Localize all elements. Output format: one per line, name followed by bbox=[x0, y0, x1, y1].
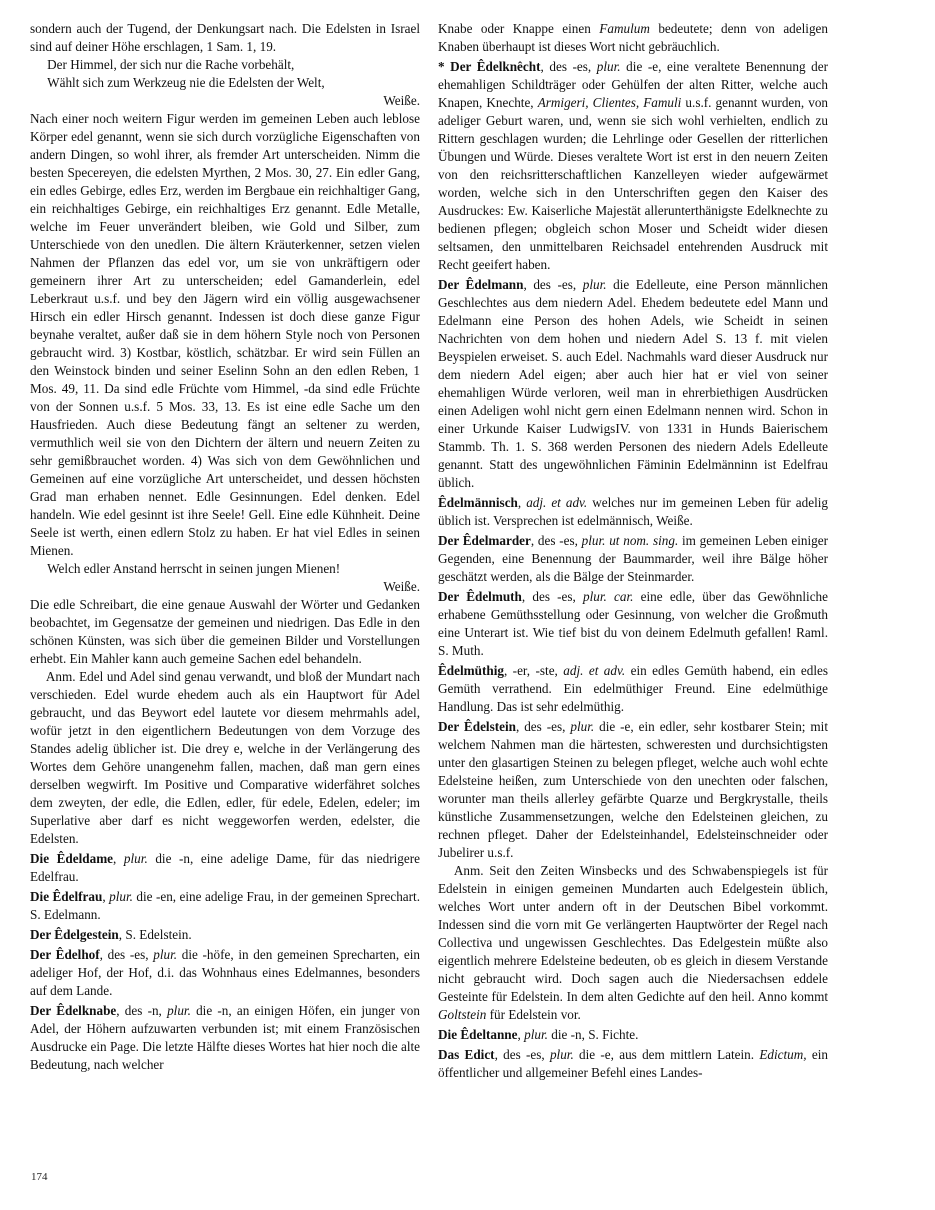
entry-text: eine edle, über das Gewöhnliche erhabene Gemüthsstellung oder Gesinnung, von welcher die Großmuth eine Unterart ist. Wie tief bist du von deinem Edelmuth gefallen! Raml. S. Muth. bbox=[438, 589, 828, 658]
latin-term: Famulum bbox=[599, 21, 650, 36]
entry-edeltanne: Die Êdeltanne, plur. die -n, S. Fichte. bbox=[438, 1027, 639, 1042]
headword: Die Êdelfrau bbox=[30, 889, 103, 904]
entry-text: die -e, ein edler, sehr kostbarer Stein; mit welchem Nahmen man die härtesten, schweresten und durchsichtigsten unter den glasartigen Steinen zu belegen pfleget, welche auch wohl echte Edelsteine heißen, zum Unterschiede von den unechten oder falschen, worunter man theils allerley gefärbte Quarze und Bergkrystalle, theils künstliche Zusammensetzungen, welche den Edelsteinen gleichen, zu rechnen pfleget. Daher der Edelsteinhandel, Edelsteinschneider oder Jubelirer u.s.f. bbox=[438, 719, 828, 860]
latin-term: Armigeri, Clientes, Famuli bbox=[537, 95, 682, 110]
entry-text: die -e, aus dem mittlern Latein. bbox=[573, 1047, 760, 1062]
headword: Der Êdelmuth bbox=[438, 589, 522, 604]
grammar-note: adj. et adv. bbox=[526, 495, 588, 510]
headword: Die Êdeldame bbox=[30, 851, 114, 866]
headword: Der Êdelmann bbox=[438, 277, 524, 292]
entry-edelknecht bbox=[438, 58, 828, 274]
entry-text: die Edelleute, eine Person männlichen Geschlechtes aus dem niedern Adel. Ehedem bedeutete edel Mann und Edelmann eine Person des hohen Adels, wie Scheidt in seinen Nachrichten von dem hohen und niedern Adel S. 13 f. mit vielen Beyspielen erweiset. S. auch Edel. Nachmahls ward dieser Ausdruck nur dem niedern Adel eigen; aber auch hier hat er viel von seiner ehemahligen Würde verloren, weil man in ehrerbiethigen Ausdrücken einen Adeligen wohl nicht gern einen Edelmann nennen wird. Schon in einer Urkunde Kaiser LudwigsIV. von 1331 in Hunds Baierischem Stammb. Th. 1. S. 368 werden Personen des niedern Adels Edelleute genannt. Statt des ungewöhnlichen Fäminin Edelmänninn ist Edelfrau üblich. bbox=[438, 277, 828, 490]
entry-genitive: , des -es, bbox=[521, 589, 584, 604]
headword: Die Êdeltanne bbox=[438, 1027, 518, 1042]
entry-text: u.s.f. genannt wurden, von adeliger Geburt waren, und, wenn sie sich wohl verhielten, endlich zu Rittern geschlagen wurden; die Lehrlinge oder Gesellen der ritterlichen Übungen und Würde. Dieses veraltete Wort ist erst in den neuern Zeiten von den reichsritterschaftlichen Kanzelleyen wieder aufgewärmet worden, welche sich in den Unterschriften gegen den Kaiser des Ausdruckes: Ew. Kaiserliche Majestät allerunterthänigste Edelknechte zu bedienen pflegen; obgleich schon Moser und Scheidt wider diesen seltsamen, den unmittelbaren Reichsadel entehrenden Ausdruck mit Recht geeifert haben. bbox=[438, 95, 829, 272]
paragraph-figur: Nach einer noch weitern Figur werden im gemeinen Leben auch leblose Körper edel genannt, wenn sie sich durch vorzügliche Eigenschaften von andern Dingen, so wohl ihrer, als fremder Art unterscheiden. Nimm die besten Specereyen, die edelsten Myrthen, 2 Mos. 30, 27. Ein edler Gang, ein edles Gebirge, edles Erz, werden im Bergbaue ein reichhaltiger Gang, ein reichhaltiges Gebirge, ein reichhaltiges Erz genannt. Edle Metalle, welche im Feuer unverändert bleiben, wie Gold und Silber, zum Unterschiede von den unedlen. Die ältern Kräuterkenner, setzen vielen Nahmen der Pflanzen das edel vor, um sie von unkräftigern oder gemeinern ihrer Art zu unterscheiden; edel Gamanderlein, edel Leberkraut u.s.f. und bey den Jägern wird ein völlig ausgewachsener Hirsch ein edler Hirsch genannt. Indessen ist doch diese ganze Figur beynahe veraltet, außer daß sie in dem höhern Style noch von Personen gebraucht wird. 3) Kostbar, köstlich, schätzbar. Er wird sein Füllen an den Weinstock binden und seiner Eselinn Sohn an den edlen Reben, 1 Mos. 49, 11. Da sind edle Früchte vom Himmel, -da sind edle Früchte von der Sonnen u.s.f. 5 Mos. 33, 13. Es ist eine edle Sache um den Hausfrieden. Auch diese Bedeutung fängt an seltener zu werden, vermuthlich weil sie von den Dichtern der ältern und neuern Zeiten zu sehr gemißbrauchet worden. 4) Was sich von dem Gewöhnlichen und Gemeinen auf eine vorzügliche Art unterscheidet, und dessen höchsten Grad man erhaben nennet. Edle Gesinnungen. Edel denken. Edel handeln. Wie edel gesinnt ist ihre Seele! Gell. Eine edle Kühnheit. Deine Seele ist werth, einen edlern Stolz zu haben. Er hat viel Edles in seinen Mienen. bbox=[30, 111, 420, 558]
headword: Êdelmüthig bbox=[438, 663, 504, 678]
entry-text: , S. Edelstein. bbox=[118, 927, 192, 942]
headword: Der Êdelmarder bbox=[438, 533, 531, 548]
verse-line: Welch edler Anstand herrscht in seinen jungen Mienen! bbox=[47, 561, 341, 576]
grammar-note: adj. et adv. bbox=[563, 663, 626, 678]
attribution: Weiße. bbox=[383, 93, 420, 108]
entry-text: für Edelstein vor. bbox=[486, 1007, 581, 1022]
entry-genitive: , des -es, bbox=[530, 533, 582, 548]
entry-genitive: , des -es, bbox=[494, 1047, 550, 1062]
grammar-note: plur. car. bbox=[583, 589, 634, 604]
entry-edelmuth bbox=[438, 588, 828, 660]
grammar-note: plur. bbox=[524, 1027, 548, 1042]
verse-line: Der Himmel, der sich nur die Rache vorbehält, bbox=[47, 57, 295, 72]
entry-text: ein öffentlicher und allgemeiner Befehl eines Landes- bbox=[438, 1047, 828, 1080]
entry-edelmuethig bbox=[438, 662, 828, 716]
entry-edeldame: Die Êdeldame, plur. die -n, eine adelige Dame, für das niedrigere Edelfrau. bbox=[30, 851, 420, 884]
entry-edelmarder bbox=[438, 532, 828, 586]
entry-genitive: , -er, -ste, bbox=[503, 663, 564, 678]
entry-edelstein bbox=[438, 718, 828, 862]
headword: Êdelmännisch bbox=[438, 495, 518, 510]
entry-genitive: , des -es, bbox=[540, 59, 597, 74]
left-column bbox=[30, 20, 420, 1074]
grammar-note: plur. bbox=[153, 947, 178, 962]
note-paragraph: Anm. Edel und Adel sind genau verwandt, und bloß der Mundart nach verschieden. Edel wurde ehedem auch als ein Hauptwort für Adel gebraucht, und das Beywort edel lautete vor diesem mehrmahls adel, wofür jetzt in den eigentlichern Bedeutungen von dem Vorzuge des Standes adelig üblicher ist. Die drey e, welche in der Verlängerung des Wortes dem Gehöre unangenehm fallen, machen, daß man gern eines derselben wegwirft. Im Positive und Comparative widerfähret solches dem zweyten, der edle, die Edlen, edler, für edele, Edelen, edeler; im Superlative aber darf es nicht weggeworfen werden, edelster, die Edelsten. bbox=[30, 669, 420, 846]
paragraph-tugend: sondern auch der Tugend, der Denkungsart nach. Die Edelsten in Israel sind auf deiner Höhe erschlagen, 1 Sam. 1, 19. bbox=[30, 21, 420, 54]
entry-text: Anm. Seit den Zeiten Winsbecks und des Schwabenspiegels ist für Edelstein in einigen gemeinen Mundarten auch Edelgestein üblich, welches Wort unter andern oft in der Deutschen Bibel vorkommt. Indessen sind die vorn mit Ge verlängerten Hauptwörter der Regel nach Collectiva und ungewissen Geschlechtes. Das Edelgestein müßte also eigentlich mehrere Edelsteine bedeuten, ob es gleich in diesem Verstande nicht gebraucht wird. Doch sagen auch die Niedersachsen eddele Gesteinte für Edelstein. In dem alten Gedichte auf den heil. Anno kommt bbox=[438, 863, 828, 1004]
entry-edelgestein bbox=[30, 926, 420, 944]
entry-text: die -e, eine veraltete Benennung der ehemahligen Schildträger oder Gehülfen der alten Ritter, welche auch Knapen, Knechte, bbox=[438, 59, 828, 110]
entry-genitive: , des -es, bbox=[523, 277, 583, 292]
entry-genitive: , des -n, bbox=[116, 1003, 168, 1018]
attribution: Weiße. bbox=[383, 579, 420, 594]
grammar-note: plur. bbox=[549, 1047, 574, 1062]
old-term: Goltstein bbox=[438, 1007, 487, 1022]
page-number: 174 bbox=[31, 1171, 48, 1183]
right-column bbox=[438, 20, 828, 1082]
grammar-note: plur. ut nom. sing. bbox=[581, 533, 679, 548]
entry-text: ein edles Gemüth habend, ein edles Gemüth verrathend. Ein edelmüthiger Freund. Eine edelmüthige Handlung. Das ist sehr edelmüthig. bbox=[438, 663, 829, 714]
entry-text: die -en, eine adelige Frau, in der gemeinen Sprechart. S. Edelmann. bbox=[30, 889, 420, 922]
entry-edelmann bbox=[438, 276, 828, 492]
latin-term: Edictum, bbox=[759, 1047, 807, 1062]
grammar-note: plur. bbox=[570, 719, 595, 734]
entry-edelhof bbox=[30, 946, 420, 1000]
headword: Der Êdelstein bbox=[438, 719, 516, 734]
grammar-note: plur. bbox=[582, 277, 607, 292]
note-paragraph bbox=[438, 862, 828, 1024]
entry-genitive: , des -es, bbox=[515, 719, 571, 734]
entry-text: die -höfe, in den gemeinen Sprecharten, ein adeliger Hof, der Hof, d.i. das Wohnhaus eines Edelmannes, besonders auf dem Lande. bbox=[30, 947, 420, 998]
continued-entry-edelknabe bbox=[438, 20, 828, 56]
entry-text: bedeutete; denn von adeligen Knaben überhaupt ist dieses Wort nicht gebräuchlich. bbox=[438, 21, 828, 54]
grammar-note: plur. bbox=[596, 59, 621, 74]
entry-text: Knabe oder Knappe einen bbox=[438, 21, 600, 36]
verse-line: Wählt sich zum Werkzeug nie die Edelsten der Welt, bbox=[47, 75, 325, 90]
headword: * Der Êdelknêcht bbox=[438, 59, 541, 74]
entry-text: welches nur im gemeinen Leben für adelig üblich ist. Versprechen ist edelmännisch, Weiße. bbox=[438, 495, 828, 528]
grammar-note: plur. bbox=[167, 1003, 191, 1018]
entry-edelfrau: Die Êdelfrau, plur. die -en, eine adelige Frau, in der gemeinen Sprechart. S. Edelmann. bbox=[30, 889, 420, 922]
entry-text: im gemeinen Leben einiger Gegenden, eine Benennung der Baummarder, weil ihre Bälge höher geschätzt werden, als die Bälge der Steinmarder. bbox=[438, 533, 828, 584]
entry-edelmaennisch: Êdelmännisch, adj. et adv. welches nur im gemeinen Leben für adelig üblich ist. Versprechen ist edelmännisch, Weiße. bbox=[438, 495, 828, 528]
entry-edict bbox=[438, 1046, 828, 1082]
headword: Das Edict bbox=[438, 1047, 495, 1062]
headword: Der Êdelknabe bbox=[30, 1003, 117, 1018]
entry-genitive: , des -es, bbox=[99, 947, 154, 962]
entry-edelknabe bbox=[30, 1002, 420, 1074]
entry-text: die -n, an einigen Höfen, ein junger von Adel, der Höhern aufzuwarten verbunden ist; mit einem Französischen Ausdrucke ein Page. Die letzte Hälfte dieses Wortes hat hier noch die alte Bedeutung, nach welcher bbox=[30, 1003, 420, 1072]
entry-text: die -n, eine adelige Dame, für das niedrigere Edelfrau. bbox=[30, 851, 420, 884]
paragraph-schreibart: Die edle Schreibart, die eine genaue Auswahl der Wörter und Gedanken beobachtet, im Gegensatze der gemeinen und niedrigen. Das Edle in den schönen Künsten, was sich über die gemeinen Bilder und Vorstellungen erhebt. Ein Mahler kann auch gemeine Sachen edel behandeln. bbox=[30, 597, 420, 666]
grammar-note: plur. bbox=[123, 851, 148, 866]
entry-text: die -n, S. Fichte. bbox=[547, 1027, 639, 1042]
grammar-note: plur. bbox=[109, 889, 133, 904]
headword: Der Êdelhof bbox=[30, 947, 100, 962]
headword: Der Êdelgestein bbox=[30, 927, 119, 942]
